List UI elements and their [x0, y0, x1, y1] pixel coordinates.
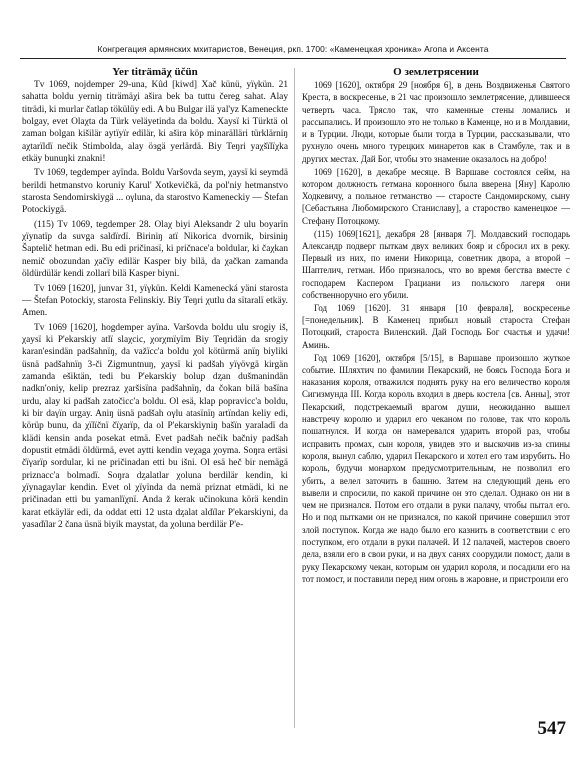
right-paragraph-3: (115) 1069[1621], декабря 28 [января 7]. Молдавский господарь Александр подверг пыткам двух великих бояр и сбросил их в реку. Первый из них, по имени Никорица, советник двора, а второй – Шаптелич, гетман. Ибо призналось, что во время бегства вместе с господарем Каспером Грациани из польского лагеря они собственноручно его убили. [302, 228, 570, 301]
running-header: Конгрегация армянских мхитаристов, Венеция, ркп. 1700: «Каменецкая хроника» Агопа и Аксента [97, 44, 489, 54]
page-number: 547 [537, 718, 566, 739]
column-divider [294, 68, 295, 728]
left-paragraph-2: Tv 1069, tegdemper ayïnda. Boldu Varšovda seym, χaysï ki seymdä berildi hetmanstvo koruniy Karul' Xotkevičkä, da pol'niy hetmanstvo starosta Sendomirskiygä ... oγluna, da starostvo Kameneckiy — Štefan Potockiygä. [22, 168, 288, 216]
right-paragraph-5: Год 1069 [1620], октября [5/15], в Варшаве произошло жуткое событие. Шляхтич по фамилии Пекарский, не боясь Господа Бога и наказания короля, отважился поднять руку на его величество короля Сигизмунда III. Когда король входил в дверь костела [св. Анны], этот Пекарский, подстрекаемый врагом души, неожиданно вышел навстречу королю и ударил его чеканом по голове, так что король пошатнулся. И когда он намеревался ударить второй раз, чтобы исправить промах, сын короля, увидев это и выскочив из-за спины короля, вынул саблю, ударил Пекарского и хотел его там изрубить. Но король, будучи монархом предусмотрительным, не позволил его убить, а велел заточить в башню. Затем на следующий день его вывели и спросили, по какой причине он это сделал. Однако он ни в чем не признался. Потом его отдали в руки палачу, чтобы пытал его. Но и под пытками он не признался, по какой причине совершил этот злой поступок. Когда же надо было его казнить в соответствии с его поступком, его отдали в руки палачей. И 12 палачей, мастеров своего дела, взяли его в свои руки, и на двух санях соорудили помост, дали в руку Пекарскому чекан, которым он ударил короля, и посадили его на тот помост, и поставили перед ним огонь в жаровне, и пристроили его [302, 352, 570, 584]
left-paragraph-4: Tv 1069 [1620], junvar 31, yïγkün. Keldi Kamenecká yäni starosta — Štefan Potockiy, starosta Felinskiy. Biy Teŋri χutlu da sïtaralï etkäy. Amen. [22, 283, 288, 319]
right-paragraph-4: Год 1069 [1620]. 31 января [10 февраля], воскресенье [=понедельник]. В Каменец прибыл новый староста Стефан Потоцкий, староста Виленский. Дай Господь Бог счастья и удачи! Аминь. [302, 302, 570, 350]
header-divider [20, 58, 566, 59]
right-column-russian-translation [302, 66, 570, 585]
left-paragraph-5: Tv 1069 [1620], hogdemper ayïna. Varšovda boldu ulu srogiy iš, χaysï ki P'ekarskiy atlï slaχcic, χorχmïyïm Biy Teŋridän da srogiy karan'esindän padšahnïŋ, da važïcc'a boldu χol kötürmä anïŋ biyliki üsnä padšahnïŋ 3-či Zigmuntnuŋ, χaysï ki padšah yïγövgä kirgän zamanda ešiktän, tedi bu P'ekarskiy bolup dᶎan dušmanindän nadkn'oniy, kelip prezraz χaršisïna padšahnïŋ, da čokan bilä bašïna urdu, alay ki padšah zatočiсc'a boldu. Ol esä, klap poprаvicc'a boldu, ki bir daγïn urgay. Aniŋ üsnä padšah oγlu atasïnïŋ artïndan keliy edi, körüp bunu, da χïlïčnï čïχarïp, da ol P'ekarskiyniŋ bašïn yaraladï da klädi kensin anda posekat etmä. Evet padšah nečik bačniy padšah dopustit etmädi öldürmä, evet aytti kendin veχaga χoyma. Soŋra ertäsi čïγarïp sordular, ki ne pričinadan etti bu išni. Ol esä heč bir nemägä priznacc'a bolmadï. Soŋra dᶎalatlar χoluna berdilär kendin, ki χïynagaylar kendin. Evet ol χïyïnda da nemä priznat etmädi, ki ne pričinadan etti bu yamanlïχnï. Anda ž kerak učinokuna körä kendin karat etkäylär edi, da oddat etti 12 usta dᶎalat aldïlar P'ekarskiyni, da yasadïlar 2 čana üsnä biyik maystat, da χoluna berdilär P'e- [22, 322, 288, 531]
left-paragraph-1: Tv 1069, nojdemper 29-una, Kûd [kiwd] Xač künü, yïγkün. 21 sahatta boldu yerniŋ titrämäχi aširа bek ba tuttu čereg sahat. Alay titrädi, ki murlar čatlap tökülüy edi. A bu Bulgar ilä yal'yz Kameneckte bolgay, evet Olaχta da Türk veläyetinda da boldu. Xaysï ki Türktä ol zaman bolgan kišilär aytïyïr edilär, ki aširа köp minarälläri türklärniŋ aχtarïldï nečik Stimbolda, alay öзgä yerlärdä. Biy Teŋri yaχšïlïχka etkäy bunuŋki znakni! [22, 80, 288, 165]
left-column-turkic-text [22, 66, 288, 531]
right-paragraph-2: 1069 [1620], в декабре месяце. В Варшаве состоялся сейм, на котором должность гетмана коронного была вверена [Яну] Каролю Ходкевичу, а польное гетманство — старосте Сандомирскому, сыну [Себастьяна Любомирского Станиславу], а староство каменецкое — Стефану Потоцкому. [302, 166, 570, 226]
left-paragraph-3: (115) Tv 1069, tegdemper 28. Olaχ biyi Aleksandr 2 ulu boyarïn χïynatïp da suvga saldïrdï. Biriniŋ atï Nikorica dvornik, birsiniŋ Šaptelič hetman edi. Bu edi pričinasï, ki pričnace'a boldular, ki čaχkan nemič obozundan χačïy edilär Kasper biy bilä, da χačkan zamanda öldürdülär kendi zollarï bilä Kasper biyni. [22, 219, 288, 280]
left-column-title: Yer titrämäχ üčün [112, 66, 198, 78]
right-column-title: О землетрясении [393, 66, 479, 78]
right-paragraph-1: 1069 [1620], октября 29 [ноября 6], в день Воздвиженья Святого Креста, в воскресенье, в 21 час произошло землетрясение, длившееся четверть часа. Трясло так, что каменные стены ломались и рассыпались. И произошло это не только в Каменце, но и в Молдавии, и в Турции. Люди, которые были тогда в Турции, рассказывали, что рухнуло очень много турецких минаретов как в Стамбуле, так и в других местах. Дай Бог, чтобы это знамение оказалось на добро! [302, 80, 570, 164]
